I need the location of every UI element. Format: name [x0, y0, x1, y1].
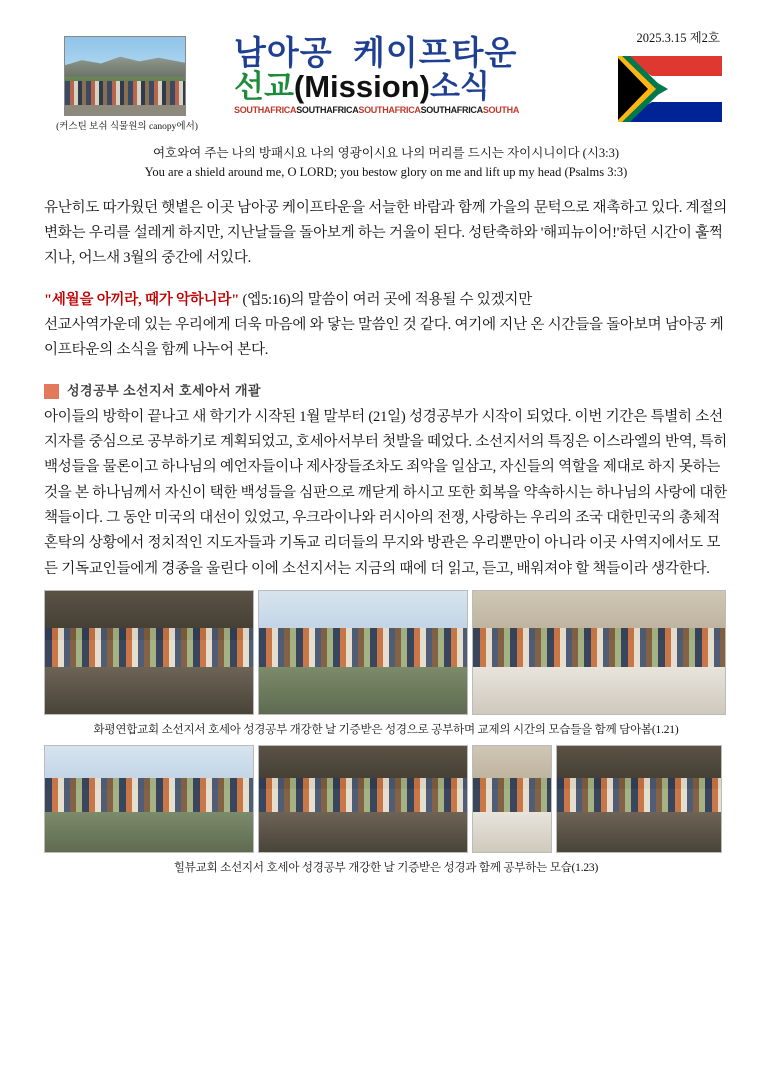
section-bullet-icon	[44, 384, 59, 399]
photo-hillview-study-indoor	[258, 745, 468, 853]
banner-text-5: SOUTHA	[482, 105, 520, 116]
title-capetown: 케이프타운	[352, 34, 518, 71]
photo-table-shape	[557, 812, 721, 852]
photo-bible-study-group-table	[44, 590, 254, 715]
paragraph-3: 아이들의 방학이 끝나고 새 학기가 시작된 1월 말부터 (21일) 성경공부가 시작이 되었다. 이번 기간은 특별히 소선지자를 중심으로 공부하기로 계획되었고, 호세아서부터 첫발을 떼었다. 소선지서의 특징은 이스라엘의 반역, 특히 백성들을 물론이고 하나님의 예언자들이나 제사장들조차도 죄악을 일삼고, 자신들의 역할을 제대로 하지 못하는 것을 본 하나님께서 자신이 택한 백성들을 심판으로 깨닫게 하시고 또한 회복을 약속하시는 하나님의 사랑에 대한 책들이다. 그 동안 미국의 대선이 있었고, 우크라이나와 러시아의 전쟁, 사랑하는 우리의 조국 대한민국의 총체적 혼탁의 상황에서 정치적인 지도자들과 기독교 리더들의 무지와 방관은 우리뿐만이 아니라 이곳 사역지에서도 모든 기독교인들에게 경종을 울린다 이에 소선지서는 지금의 때에 더 읽고, 듣고, 배워져야 할 책들이라 생각한다.	[44, 408, 728, 577]
section-title: 성경공부 소선지서 호세아서 개괄	[67, 382, 262, 398]
issue-date: 2025.3.15 제2호	[636, 31, 720, 45]
title-line-1	[234, 34, 574, 72]
title-mission-en: (Mission)	[293, 68, 430, 104]
photo-row-1-caption: 화평연합교회 소선지서 호세아 성경공부 개강한 날 기증받은 성경으로 공부하며 교제의 시간의 모습들을 함께 담아봄(1.21)	[93, 724, 679, 737]
title-line-2	[234, 70, 574, 104]
title-korea-africa: 남아공	[234, 34, 333, 71]
photo-hillview-church-group	[44, 745, 254, 853]
verse-english: You are a shield around me, O LORD; you bestow glory on me and lift up my head (Psalms 3:3)	[144, 164, 628, 179]
paragraph-2	[44, 288, 728, 364]
photo-table-shape	[473, 667, 725, 714]
photo-row-1	[44, 590, 728, 715]
paragraph-2-line-2: 선교사역가운데 있는 우리에게 더욱 마음에 와 닿는 말씀인 것 같다. 여기에 지난 온 시간들을 돌아보며 남아공 케이프타운의 소식을 함께 나누어 본다.	[44, 317, 724, 359]
photo-fellowship-food-table	[472, 590, 726, 715]
photo-mountain-shape	[65, 51, 185, 77]
photo-table-shape	[259, 812, 467, 852]
header-photo-caption: (커스틴 보쉬 식물원의 canopy에서)	[56, 122, 198, 132]
scripture-verse	[44, 144, 728, 182]
paragraph-2-rest: (엡5:16)의 말씀이 여러 곳에 적용될 수 있겠지만	[239, 291, 533, 308]
newsletter-header	[44, 28, 728, 138]
photo-floor-shape	[259, 667, 467, 714]
banner-text-1: SOUTHAFRICA	[234, 105, 297, 116]
photo-hillview-members	[472, 745, 552, 853]
verse-korean: 여호와여 주는 나의 방패시요 나의 영광이시요 나의 머리를 드시는 자이시니이다 (시3:3)	[152, 146, 620, 160]
photo-table-shape	[45, 667, 253, 714]
title-news-kr: 소식	[429, 68, 490, 104]
south-africa-flag-icon	[618, 56, 722, 122]
photo-table-shape	[473, 812, 551, 852]
photo-hillview-study-desk	[556, 745, 722, 853]
section-heading	[44, 380, 728, 403]
paragraph-1: 유난히도 따가웠던 햇볕은 이곳 남아공 케이프타운을 서늘한 바람과 함께 가을의 문턱으로 재촉하고 있다. 계절의 변화는 우리를 설레게 하지만, 지난날들을 돌아보게 하는 거울이 된다. 성탄축하와 '해피뉴이어!'하던 시간이 훌쩍 지나, 어느새 3월의 중간에 서있다.	[44, 199, 728, 267]
photo-bible-study-standing-group	[258, 590, 468, 715]
article-body	[44, 196, 728, 583]
highlight-quote: "세월을 아끼라, 때가 악하니라"	[44, 291, 240, 308]
banner-text-4: SOUTHAFRICA	[420, 105, 483, 116]
photo-path-shape	[65, 105, 185, 115]
title-line-3-banner	[234, 105, 574, 115]
photo-row-2-caption: 힐뷰교회 소선지서 호세아 성경공부 개강한 날 기증받은 성경과 함께 공부하는 모습(1.23)	[173, 862, 599, 875]
banner-text-3: SOUTHAFRICA	[358, 105, 421, 116]
banner-text-2: SOUTHAFRICA	[296, 105, 359, 116]
newsletter-title-block	[234, 34, 574, 115]
header-photo-canopy	[64, 36, 186, 116]
photo-row-2	[44, 745, 728, 853]
title-mission-kr: 선교	[234, 68, 294, 104]
photo-ground-shape	[45, 812, 253, 852]
